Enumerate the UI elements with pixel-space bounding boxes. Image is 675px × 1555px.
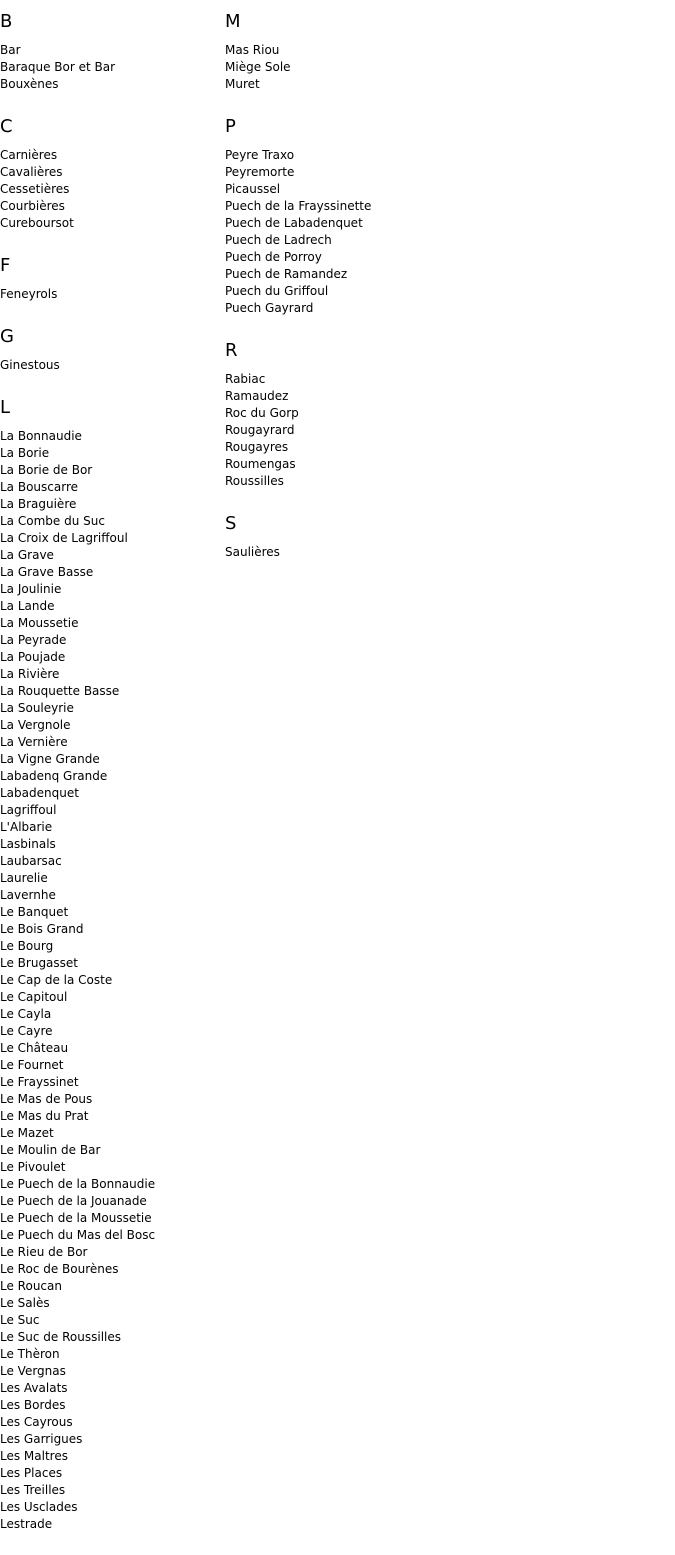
place-item: La Combe du Suc — [0, 514, 105, 528]
place-item: Laurelie — [0, 871, 48, 885]
place-item: Le Cayla — [0, 1007, 52, 1021]
place-item: Puech de la Frayssinette — [225, 199, 372, 213]
place-item: Cavalières — [0, 165, 63, 179]
place-item: Labadenq Grande — [0, 769, 108, 783]
place-item: Lestrade — [0, 1517, 53, 1531]
place-item: Rougayrard — [225, 423, 295, 437]
place-item: Bar — [0, 43, 21, 57]
place-item: Le Puech de la Bonnaudie — [0, 1177, 156, 1191]
letter-heading: L — [0, 397, 11, 418]
place-item: Baraque Bor et Bar — [0, 60, 116, 74]
place-item: Le Fournet — [0, 1058, 64, 1072]
place-item: Bouxènes — [0, 77, 59, 91]
place-item: Puech du Griffoul — [225, 284, 329, 298]
place-item: Muret — [225, 77, 260, 91]
place-item: Puech de Labadenquet — [225, 216, 363, 230]
place-item: La Poujade — [0, 650, 66, 664]
place-item: Feneyrols — [0, 287, 58, 301]
place-item: Le Roc de Bourènes — [0, 1262, 119, 1276]
place-item: La Vigne Grande — [0, 752, 100, 766]
place-item: Les Places — [0, 1466, 63, 1480]
letter-section-g — [0, 326, 225, 374]
place-item: La Grave Basse — [0, 565, 94, 579]
place-item: Les Garrigues — [0, 1432, 83, 1446]
place-item: Le Suc — [0, 1313, 40, 1327]
place-item: Peyre Traxo — [225, 148, 295, 162]
place-item: Peyremorte — [225, 165, 295, 179]
place-item: Le Puech du Mas del Bosc — [0, 1228, 156, 1242]
place-item: Le Rieu de Bor — [0, 1245, 88, 1259]
place-item: Le Pivoulet — [0, 1160, 66, 1174]
letter-section-m — [225, 11, 525, 93]
place-item: Le Bois Grand — [0, 922, 84, 936]
place-item: Le Bourg — [0, 939, 54, 953]
place-item: Picaussel — [225, 182, 281, 196]
place-item: Miège Sole — [225, 60, 291, 74]
place-item: La Bouscarre — [0, 480, 79, 494]
place-item: Roumengas — [225, 457, 296, 471]
place-item: La Vergnole — [0, 718, 71, 732]
letter-section-c — [0, 116, 225, 232]
place-list — [0, 147, 225, 232]
place-list — [0, 428, 225, 1533]
place-item: Roussilles — [225, 474, 284, 488]
place-item: La Souleyrie — [0, 701, 74, 715]
place-item: Puech de Ramandez — [225, 267, 348, 281]
letter-heading: F — [0, 255, 11, 276]
place-item: Les Avalats — [0, 1381, 68, 1395]
place-list — [225, 147, 525, 317]
place-item: La Rouquette Basse — [0, 684, 120, 698]
letter-heading: S — [225, 513, 237, 534]
place-item: La Borie — [0, 446, 50, 460]
place-item: Puech Gayrard — [225, 301, 314, 315]
place-item: Cureboursot — [0, 216, 74, 230]
place-item: Le Capitoul — [0, 990, 68, 1004]
right-column — [225, 0, 525, 561]
place-item: Lavernhe — [0, 888, 56, 902]
letter-section-s — [225, 513, 525, 561]
left-column — [0, 0, 225, 1533]
place-item: La Lande — [0, 599, 55, 613]
place-item: Saulières — [225, 545, 280, 559]
place-item: Le Salès — [0, 1296, 50, 1310]
place-item: Le Cap de la Coste — [0, 973, 113, 987]
place-item: Puech de Porroy — [225, 250, 322, 264]
place-item: La Braguière — [0, 497, 77, 511]
place-item: Les Cayrous — [0, 1415, 73, 1429]
letter-section-p — [225, 116, 525, 317]
place-item: Le Roucan — [0, 1279, 62, 1293]
place-item: La Borie de Bor — [0, 463, 93, 477]
place-item: Le Moulin de Bar — [0, 1143, 101, 1157]
place-item: Labadenquet — [0, 786, 79, 800]
place-item: Le Mazet — [0, 1126, 54, 1140]
place-item: Laubarsac — [0, 854, 62, 868]
place-item: Les Usclades — [0, 1500, 78, 1514]
place-item: Lagriffoul — [0, 803, 57, 817]
place-item: L'Albarie — [0, 820, 53, 834]
place-item: Cessetières — [0, 182, 70, 196]
place-item: Lasbinals — [0, 837, 56, 851]
place-list — [0, 357, 225, 374]
place-list — [225, 544, 525, 561]
place-item: Le Château — [0, 1041, 69, 1055]
place-list — [225, 371, 525, 490]
place-item: Les Maltres — [0, 1449, 68, 1463]
place-item: Le Cayre — [0, 1024, 53, 1038]
place-item: Rabiac — [225, 372, 266, 386]
place-item: La Bonnaudie — [0, 429, 82, 443]
place-item: Le Frayssinet — [0, 1075, 79, 1089]
place-list — [0, 42, 225, 93]
place-item: Carnières — [0, 148, 58, 162]
letter-section-r — [225, 340, 525, 490]
place-item: Le Thèron — [0, 1347, 60, 1361]
letter-heading: M — [225, 11, 241, 32]
place-item: Le Mas de Pous — [0, 1092, 93, 1106]
place-item: Rougayres — [225, 440, 289, 454]
place-item: La Joulinie — [0, 582, 62, 596]
place-item: La Moussetie — [0, 616, 79, 630]
place-item: Le Mas du Prat — [0, 1109, 89, 1123]
letter-heading: B — [0, 11, 13, 32]
place-item: Le Brugasset — [0, 956, 79, 970]
place-item: La Vernière — [0, 735, 68, 749]
place-item: Le Puech de la Moussetie — [0, 1211, 152, 1225]
place-item: Le Vergnas — [0, 1364, 66, 1378]
place-item: Roc du Gorp — [225, 406, 299, 420]
place-list — [225, 42, 525, 93]
place-item: Mas Riou — [225, 43, 280, 57]
place-item: Le Banquet — [0, 905, 69, 919]
place-item: Ramaudez — [225, 389, 289, 403]
letter-heading: C — [0, 116, 13, 137]
place-item: Le Suc de Roussilles — [0, 1330, 122, 1344]
place-item: La Rivière — [0, 667, 60, 681]
letter-heading: P — [225, 116, 236, 137]
place-item: La Peyrade — [0, 633, 67, 647]
place-item: Les Bordes — [0, 1398, 66, 1412]
place-item: Les Treilles — [0, 1483, 66, 1497]
letter-section-l — [0, 397, 225, 1533]
letter-heading: G — [0, 326, 14, 347]
place-list — [0, 286, 225, 303]
place-item: Courbières — [0, 199, 65, 213]
place-item: Ginestous — [0, 358, 60, 372]
place-item: Puech de Ladrech — [225, 233, 332, 247]
place-item: La Grave — [0, 548, 54, 562]
place-item: La Croix de Lagriffoul — [0, 531, 128, 545]
place-item: Le Puech de la Jouanade — [0, 1194, 147, 1208]
letter-heading: R — [225, 340, 238, 361]
letter-section-f — [0, 255, 225, 303]
letter-section-b — [0, 11, 225, 93]
